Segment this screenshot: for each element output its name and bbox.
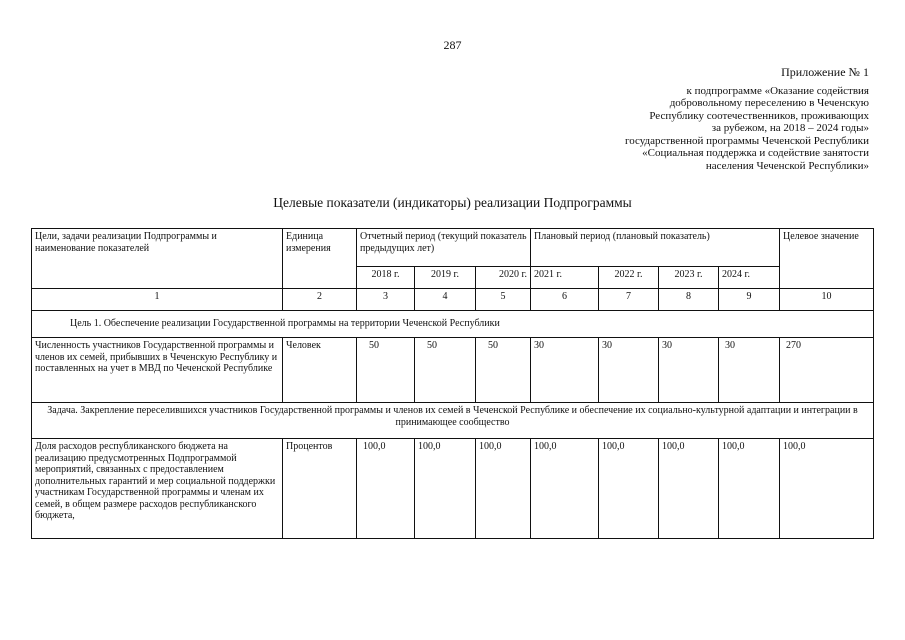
appendix-block: [625, 66, 869, 172]
value-2022: 100,0: [599, 439, 659, 539]
value-2019: 100,0: [415, 439, 476, 539]
header-row: [32, 229, 874, 267]
task: [32, 403, 874, 439]
col-number: 6: [531, 289, 599, 311]
value-2023: 30: [659, 338, 719, 403]
year-2020: 2020 г.: [476, 267, 531, 289]
year-2022: 2022 г.: [599, 267, 659, 289]
value-2018: 100,0: [357, 439, 415, 539]
value-2020: 50: [476, 338, 531, 403]
appendix-line: к подпрограмме «Оказание содействия: [686, 84, 869, 97]
col-number: 1: [32, 289, 283, 311]
indicator-unit: Процентов: [283, 439, 357, 539]
year-2018: 2018 г.: [357, 267, 415, 289]
col-number: 4: [415, 289, 476, 311]
task-text: Задача. Закрепление переселившихся участников Государственной программы и членов их семей в Чеченской Республике и обеспечение их социально-культурной адаптации и интеграции в принимающее сообщество: [47, 405, 858, 428]
page-number: 287: [443, 38, 462, 52]
header-unit: Единица измерения: [283, 229, 357, 289]
appendix-line: добровольному переселению в Чеченскую: [669, 97, 869, 109]
indicator-unit: Человек: [283, 338, 357, 403]
year-2024: 2024 г.: [719, 267, 780, 289]
column-numbers-row: [32, 289, 874, 311]
document-title: Целевые показатели (индикаторы) реализации Подпрограммы: [273, 195, 632, 210]
target-value: 270: [780, 338, 874, 403]
appendix-line: населения Чеченской Республики»: [705, 159, 869, 172]
col-number: 3: [357, 289, 415, 311]
year-2021: 2021 г.: [531, 267, 599, 289]
header-goal: Цели, задачи реализации Подпрограммы и наименование показателей: [32, 229, 283, 289]
value-2024: 30: [719, 338, 780, 403]
col-number: 8: [659, 289, 719, 311]
indicator-name: Доля расходов республиканского бюджета на реализацию предусмотренных Подпрограммой мероприятий, связанных с предоставлением дополнительных гарантий и мер социальной поддержки участникам Государственной программы и членам их семей, в общем размере расходов республиканского бюджета,: [32, 439, 283, 539]
goal-1-text: Цель 1. Обеспечение реализации Государственной программы на территории Чеченской Республики: [70, 318, 500, 330]
indicator-name: Численность участников Государственной программы и членов их семей, прибывших в Чеченскую Республику и поставленных на учет в МВД по Чеченской Республике: [32, 338, 283, 403]
task-row: [32, 403, 874, 439]
col-number: 10: [780, 289, 874, 311]
appendix-line: государственной программы Чеченской Республики: [624, 134, 869, 147]
header-reporting: Отчетный период (текущий показатель предыдущих лет): [357, 229, 531, 267]
appendix-line: Республику соотечественников, проживающих: [649, 109, 869, 122]
value-2024: 100,0: [719, 439, 780, 539]
value-2021: 100,0: [531, 439, 599, 539]
value-2021: 30: [531, 338, 599, 403]
goal-1: [32, 311, 874, 338]
value-2020: 100,0: [476, 439, 531, 539]
target-value: 100,0: [780, 439, 874, 539]
value-2022: 30: [599, 338, 659, 403]
header-target: Целевое значение: [780, 229, 874, 289]
col-number: 5: [476, 289, 531, 311]
goal-row: [32, 311, 874, 338]
year-2019: 2019 г.: [415, 267, 476, 289]
col-number: 2: [283, 289, 357, 311]
indicator-row-2: [32, 439, 874, 539]
value-2023: 100,0: [659, 439, 719, 539]
value-2018: 50: [357, 338, 415, 403]
appendix-line: «Социальная поддержка и содействие занятости: [642, 147, 869, 159]
col-number: 9: [719, 289, 780, 311]
indicators-table: [31, 228, 874, 539]
value-2019: 50: [415, 338, 476, 403]
indicator-row-1: [32, 338, 874, 403]
header-planned: Плановый период (плановый показатель): [531, 229, 780, 267]
col-number: 7: [599, 289, 659, 311]
year-2023: 2023 г.: [659, 267, 719, 289]
appendix-line: за рубежом, на 2018 – 2024 годы»: [711, 122, 869, 134]
appendix-title: Приложение № 1: [781, 65, 869, 79]
